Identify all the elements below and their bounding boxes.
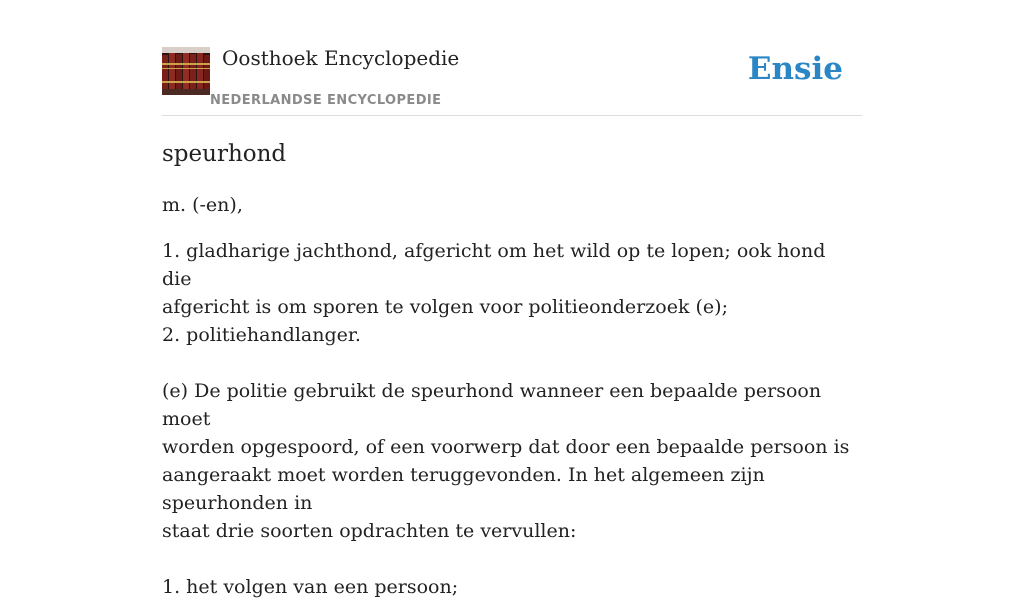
site-title-link[interactable]: Oosthoek Encyclopedie [222,46,460,70]
site-subtitle: NEDERLANDSE ENCYCLOPEDIE [210,93,442,108]
entry-content [162,139,852,601]
definition-line: afgericht is om sporen te volgen voor politieonderzoek (e); [162,296,728,318]
paragraph-spacer [162,349,852,377]
entry-grammar: m. (-en), [162,194,243,216]
definition-line: aangeraakt moet worden teruggevonden. In het algemeen zijn speurhonden in [162,464,765,514]
paragraph-spacer [162,545,852,573]
ensie-logo-link[interactable]: Ensie [747,51,843,87]
definition-line: worden opgespoord, of een voorwerp dat door een bepaalde persoon is [162,436,850,458]
entry-title: speurhond [162,141,287,167]
definition-line: 1. het volgen van een persoon; [162,576,459,598]
site-header [162,46,862,116]
definition-line: staat drie soorten opdrachten te vervullen: [162,520,577,542]
definition-line: 2. politiehandlanger. [162,324,361,346]
encyclopedia-books-avatar-icon[interactable] [162,47,210,95]
definition-line: 1. gladharige jachthond, afgericht om het wild op te lopen; ook hond die [162,240,826,290]
entry-definition [162,237,852,601]
definition-line: (e) De politie gebruikt de speurhond wanneer een bepaalde persoon moet [162,380,822,430]
